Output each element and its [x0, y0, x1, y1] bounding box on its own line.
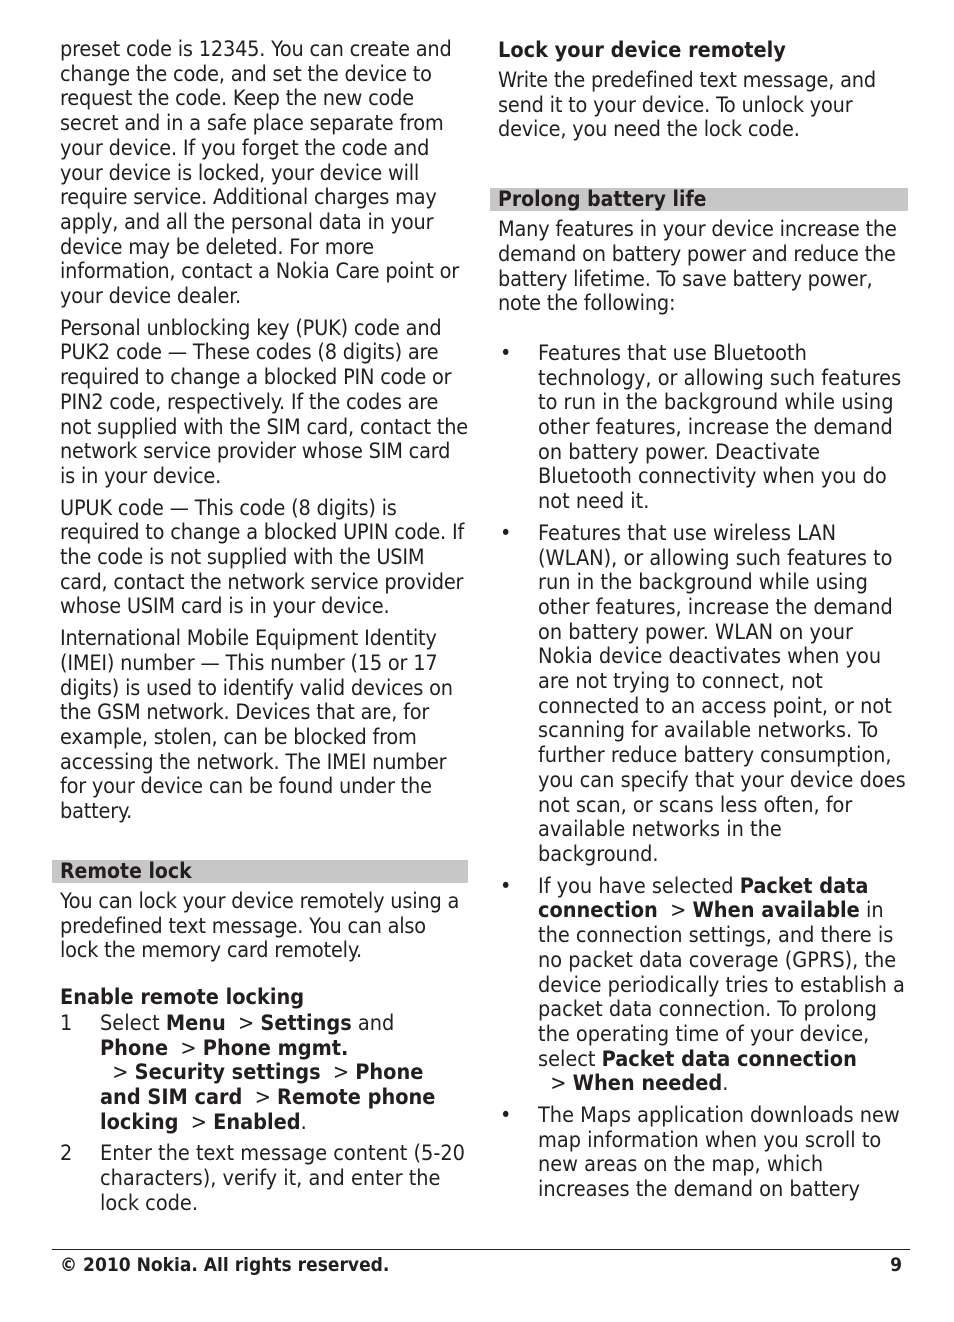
section-heading-remote-lock: Remote lock — [52, 860, 468, 883]
bullet-text: The Maps application downloads new map information when you scroll to new areas on the map, which increases the demand on battery — [538, 1103, 900, 1203]
step-number: 1 — [60, 1010, 73, 1036]
step-number: 2 — [60, 1141, 73, 1167]
step-text: Enter the text message content (5-20 characters), verify it, and enter the lock code. — [100, 1141, 465, 1216]
menu-path-packet-data-connection: Packet data connection — [538, 873, 869, 924]
bullet-marker: • — [500, 873, 512, 899]
path-separator: > — [538, 1071, 573, 1097]
bullet-marker: • — [500, 340, 512, 366]
battery-tips-list — [498, 342, 908, 1203]
paragraph-upuk-code: UPUK code — This code (8 digits) is required to change a blocked UPIN code. If the code is not supplied with the USIM card, contact the network service provider whose USIM card is in your device. — [60, 495, 465, 620]
footer-page-number: 9 — [890, 1254, 902, 1276]
menu-path-phone: Phone — [100, 1035, 169, 1061]
list-item-step-1 — [60, 1012, 468, 1136]
list-item-packet-data — [498, 875, 908, 1097]
bullet-text: . — [722, 1071, 729, 1097]
step-text: and — [351, 1010, 395, 1036]
steps-list — [60, 1012, 468, 1217]
footer-copyright: © 2010 Nokia. All rights reserved. — [60, 1254, 390, 1276]
left-column — [60, 38, 468, 1224]
path-separator: > — [178, 1109, 214, 1135]
menu-path-remote-phone-locking: Remote phone locking — [100, 1085, 436, 1135]
paragraph-battery-intro: Many features in your device increase the demand on battery power and reduce the battery lifetime. To save battery power, note the following: — [498, 217, 897, 317]
bullet-text: Features that use wireless LAN (WLAN), or allowing such features to run in the background while using other features, increase the demand on battery power. WLAN on your Nokia device deactivates when you are not trying to connect, not connected to an access point, or not scanning for available networks. To further reduce battery consumption, you can specify that your device does not scan, or scans less often, for available networks in the background. — [538, 520, 906, 867]
menu-path-settings: Settings — [260, 1010, 352, 1036]
bullet-text: If you have selected — [538, 873, 740, 899]
section-heading-prolong-battery: Prolong battery life — [490, 188, 908, 211]
path-separator: > — [225, 1010, 261, 1036]
menu-path-packet-data-connection: Packet data connection — [601, 1046, 857, 1072]
paragraph-lock-device: Write the predefined text message, and send it to your device. To unlock your device, you need the lock code. — [498, 68, 876, 143]
path-separator: > — [168, 1035, 203, 1061]
menu-path-enabled: Enabled — [213, 1109, 301, 1135]
list-item-maps — [498, 1104, 908, 1203]
menu-path-phone-and-sim-card: Phone and SIM card — [100, 1060, 424, 1111]
bullet-marker: • — [500, 520, 512, 546]
menu-path-security-settings: Security settings — [134, 1060, 321, 1086]
list-item-bluetooth — [498, 342, 908, 515]
subheading-enable-remote-locking: Enable remote locking — [60, 984, 305, 1010]
menu-path-phone-mgmt: Phone mgmt. — [202, 1035, 349, 1061]
path-separator: > — [242, 1085, 278, 1111]
paragraph-preset-code: preset code is 12345. You can create and change the code, and set the device to request the code. Keep the new code secret and in a safe place separate from your device. If you forget the code and your device is locked, your device will require service. Additional charges may apply, and all the personal data in your device may be deleted. For more information, contact a Nokia Care point or your device dealer. — [60, 37, 459, 310]
list-item-wlan — [498, 522, 908, 868]
paragraph-remote-lock: You can lock your device remotely using a predefined text message. You can also lock the memory card remotely. — [60, 888, 460, 964]
paragraph-puk-code: Personal unblocking key (PUK) code and PUK2 code — These codes (8 digits) are required to change a blocked PIN code or PIN2 code, respectively. If the codes are not supplied with the SIM card, contact the network service provider whose SIM card is in your device. — [60, 315, 468, 489]
path-separator: > — [657, 898, 693, 924]
menu-path-when-available: When available — [692, 898, 860, 924]
bullet-text: in the connection settings, and there is no packet data coverage (GPRS), the device periodically tries to establish a packet data connection. To prolong the operating time of your device, select — [538, 898, 905, 1072]
bullet-text: Features that use Bluetooth technology, or allowing such features to run in the background while using other features, increase the demand on battery power. Deactivate Bluetooth connectivity when you do not need it. — [538, 340, 902, 515]
right-column — [498, 38, 908, 1210]
menu-path-menu: Menu — [165, 1010, 226, 1036]
footer-divider — [52, 1249, 910, 1250]
path-separator: > — [100, 1060, 135, 1086]
step-text: . — [300, 1109, 307, 1135]
list-item-step-2 — [60, 1142, 468, 1216]
bullet-marker: • — [500, 1103, 512, 1129]
step-text: Select — [100, 1010, 166, 1036]
subheading-lock-device-remotely: Lock your device remotely — [498, 38, 786, 63]
path-separator: > — [320, 1060, 356, 1086]
paragraph-imei: International Mobile Equipment Identity (IMEI) number — This number (15 or 17 digits) is used to identify valid devices on the GSM network. Devices that are, for example, stolen, can be blocked from accessing the network. The IMEI number for your device can be found under the battery. — [60, 626, 453, 825]
menu-path-when-needed: When needed — [572, 1071, 723, 1097]
